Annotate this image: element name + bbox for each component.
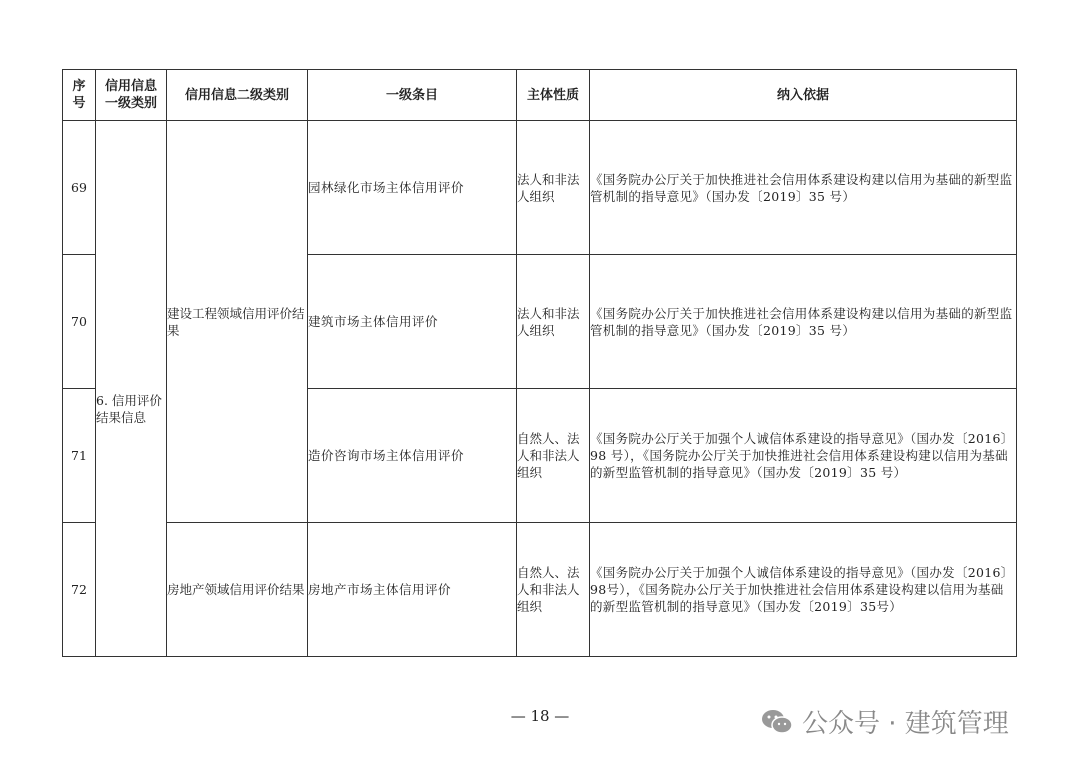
basis-cell: 《国务院办公厅关于加快推进社会信用体系建设构建以信用为基础的新型监管机制的指导意见》（国办发〔2019〕35 号） (590, 255, 1017, 389)
nature-cell: 法人和非法人组织 (517, 121, 590, 255)
wechat-icon (760, 708, 794, 736)
row-number: 71 (63, 389, 96, 523)
item-cell: 园林绿化市场主体信用评价 (308, 121, 517, 255)
watermark-text: 公众号 · 建筑管理 (802, 709, 1009, 739)
header-seq: 序 号 (63, 70, 96, 121)
table-header-row (63, 70, 1017, 121)
row-number: 70 (63, 255, 96, 389)
table-row (63, 121, 1017, 255)
nature-cell: 自然人、法人和非法人组织 (517, 389, 590, 523)
category2-cell: 建设工程领域信用评价结果 (167, 121, 308, 523)
watermark (760, 703, 1009, 740)
page-number: — 18 — (510, 707, 570, 725)
row-number: 72 (63, 523, 96, 657)
category1-cell (96, 121, 167, 657)
header-nature: 主体性质 (517, 70, 590, 121)
item-cell: 建筑市场主体信用评价 (308, 255, 517, 389)
basis-cell: 《国务院办公厅关于加快推进社会信用体系建设构建以信用为基础的新型监管机制的指导意见》（国办发〔2019〕35 号） (590, 121, 1017, 255)
header-category1: 信用信息 一级类别 (96, 70, 167, 121)
category2-cell: 房地产领域信用评价结果 (167, 523, 308, 657)
category1-text: 6. 信用评价结果信息 (96, 392, 162, 425)
header-basis: 纳入依据 (590, 70, 1017, 121)
basis-cell: 《国务院办公厅关于加强个人诚信体系建设的指导意见》（国办发〔2016〕98 号），《国务院办公厅关于加快推进社会信用体系建设构建以信用为基础的新型监管机制的指导意见》（国办发〔2019〕35 号） (590, 389, 1017, 523)
row-number: 69 (63, 121, 96, 255)
basis-cell: 《国务院办公厅关于加强个人诚信体系建设的指导意见》（国办发〔2016〕98号），《国务院办公厅关于加快推进社会信用体系建设构建以信用为基础的新型监管机制的指导意见》（国办发〔2019〕35号） (590, 523, 1017, 657)
item-cell: 造价咨询市场主体信用评价 (308, 389, 517, 523)
credit-info-table (62, 69, 1017, 657)
nature-cell: 自然人、法人和非法人组织 (517, 523, 590, 657)
nature-cell: 法人和非法人组织 (517, 255, 590, 389)
table-row (63, 523, 1017, 657)
header-item: 一级条目 (308, 70, 517, 121)
item-cell: 房地产市场主体信用评价 (308, 523, 517, 657)
header-category2: 信用信息二级类别 (167, 70, 308, 121)
